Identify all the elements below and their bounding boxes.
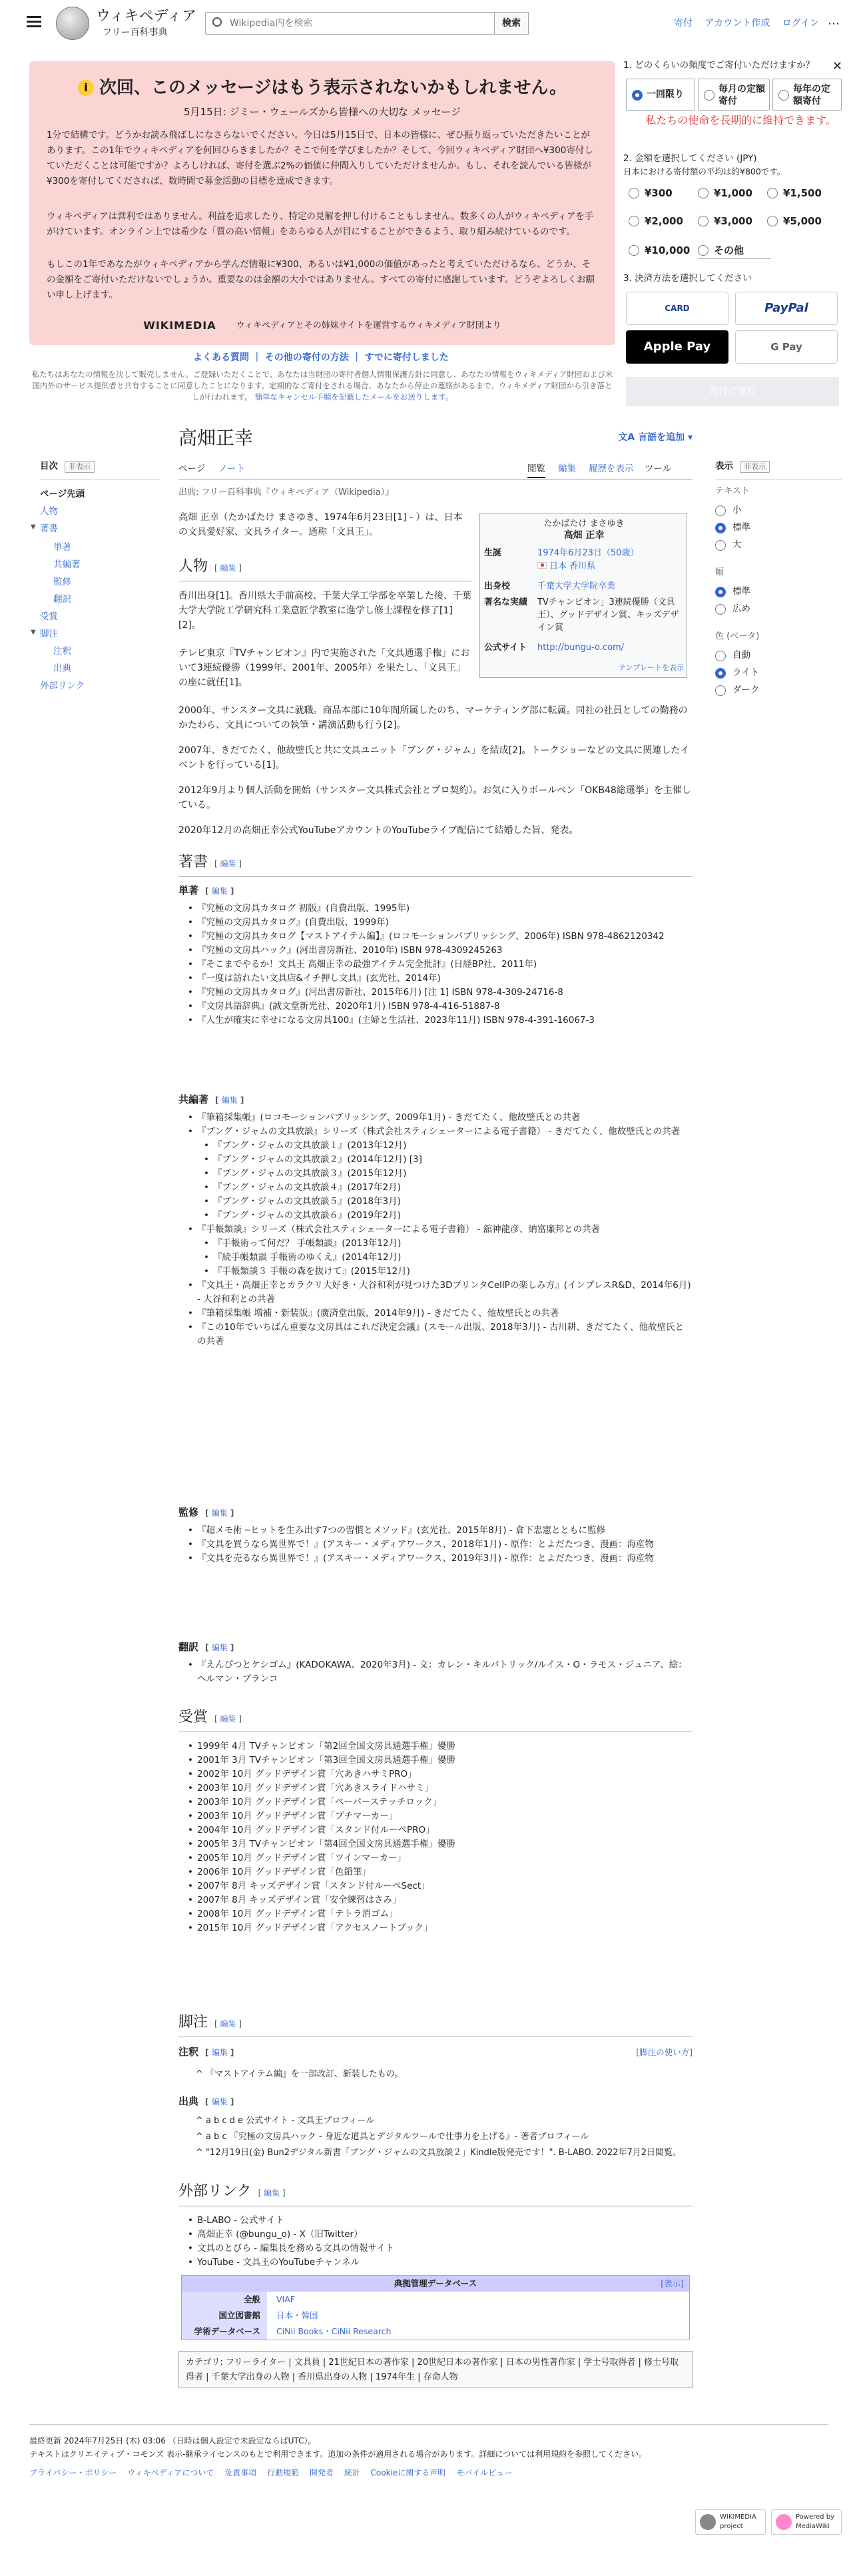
- toc-item[interactable]: ▼ 著書: [31, 523, 58, 534]
- banner-subheading: 5月15日: ジミー・ウェールズから皆様への大切な メッセージ: [184, 106, 461, 118]
- list-item: • 2005年 10月 グッドデザイン賞「ツインマーカー」: [178, 1851, 693, 1865]
- list-item: • 『究極の文房具ハック』(河出書房新社、2010年) ISBN 978-4309245263: [178, 944, 693, 958]
- source-item: ^ a b c d e 公式サイト - 文具王プロフィール: [196, 2116, 375, 2126]
- freq-monthly[interactable]: 毎月の定額寄付: [698, 79, 770, 111]
- external-link[interactable]: • B-LABO - 公式サイト: [178, 2214, 693, 2228]
- infobox-kana: たかばたけ まさゆき: [543, 519, 625, 529]
- text-size-label: テキスト: [715, 486, 750, 496]
- menu-icon[interactable]: [27, 16, 41, 18]
- page-tabs: [178, 460, 693, 480]
- list-item: • 『究極の文房具カタログ【マストアイテム編】』(ロコモーションパブリッシング、2006年) ISBN 978-4862120342: [178, 930, 693, 944]
- color-light[interactable]: ライト: [715, 666, 759, 681]
- toc-title: 目次: [40, 461, 58, 472]
- donate-submit-button[interactable]: 寄付に進む: [626, 377, 839, 406]
- person-paragraph: 2012年9月より個人活動を開始（サンスター文具株式会社とプロ契約）。お気に入りボールペン「OKB48総選挙」を主催している。: [178, 785, 691, 810]
- list-item: • 2001年 3月 TVチャンピオン「第3回全国文房具通選手権」優勝: [178, 1754, 693, 1768]
- toc-item[interactable]: 人物: [40, 506, 58, 517]
- list-item: • 『超メモ術 ─ヒットを生み出す7つの習慣とメソッド』(玄光社、2015年8月) - 倉下忠憲とともに監修: [178, 1524, 693, 1538]
- info-icon: i: [78, 80, 94, 96]
- tab-page[interactable]: ページ: [178, 464, 206, 474]
- wikimedia-logo: WIKIMEDIA: [143, 319, 216, 332]
- footer-link[interactable]: 開発者: [309, 2468, 334, 2477]
- co-books-list: [178, 1111, 693, 1349]
- freq-yearly[interactable]: 毎年の定額寄付: [772, 79, 842, 111]
- amount-300[interactable]: ¥300: [629, 185, 673, 201]
- size-large[interactable]: 大: [715, 538, 742, 553]
- add-language-button[interactable]: 文A 言語を追加 ▾: [618, 432, 693, 443]
- footer-link[interactable]: Cookieに関する声明: [370, 2468, 446, 2477]
- subsection-heading: 単著 [ 編集 ]: [178, 884, 234, 896]
- edit-link[interactable]: 編集: [264, 2188, 280, 2198]
- list-item: • 2007年 8月 キッズデザイン賞「スタンド付ルーペSect」: [178, 1879, 693, 1893]
- subsection-heading: 共編著 [ 編集 ]: [178, 1094, 244, 1106]
- toc-item[interactable]: ▼ 脚注: [31, 629, 58, 639]
- personal-links: [665, 16, 819, 31]
- size-small[interactable]: 小: [715, 503, 742, 518]
- toc-item[interactable]: 注釈: [53, 646, 71, 657]
- amount-other-input[interactable]: その他: [698, 242, 771, 259]
- section-heading: 著書 [ 編集 ]: [178, 852, 693, 877]
- frequency-question: 1. どのくらいの頻度でご寄付いただけますか？: [623, 60, 815, 71]
- site-subtitle: フリー百科事典: [103, 27, 168, 38]
- banner-footer: WIKIMEDIA ウィキペディアとその姉妹サイトを運営するウィキメディア財団より: [29, 317, 615, 334]
- list-item: • 『この10年でいちばん重要な文房具はこれだ決定会議』(スモール出版、2018年3月) - 古川耕、きだてたく、他故壁氏との共著: [178, 1321, 693, 1349]
- amount-1500[interactable]: ¥1,500: [767, 185, 822, 201]
- list-item: • 2005年 3月 TVチャンピオン「第4回全国文房具通選手権」優勝: [178, 1837, 693, 1851]
- list-item: • 『究極の文房具カタログ』(河出書房新社、2015年6月) [注 1] ISBN 978-4-309-24716-8: [178, 986, 693, 1000]
- search-icon: [212, 17, 222, 27]
- person-paragraph: 2020年12月の高畑正幸公式YouTubeアカウントのYouTubeライブ配信にて結婚した旨、発表。: [178, 825, 579, 836]
- authority-row: 学術データベース CiNii Books・CiNii Research: [182, 2324, 689, 2340]
- footer-link[interactable]: モバイルビュー: [456, 2468, 513, 2477]
- footer-links: [29, 2466, 828, 2479]
- section-heading: 脚注 [ 編集 ]: [178, 2013, 693, 2037]
- footer-link[interactable]: プライバシー・ポリシー: [29, 2468, 117, 2477]
- banner-paragraph: ウィキペディアは営利ではありません。利益を追求したり、特定の見解を押し付けることもしません。数多くの人がウィキペディアを手がけています。オンライン上では希少な「質の高い情報」をあらゆる人が目にすることができるよう、取り組み続けているのです。: [47, 211, 594, 237]
- last-updated: 最終更新 2024年7月25日 (木) 03:06 （日時は個人設定で未設定ならばUTC）。: [29, 2424, 828, 2447]
- list-item: • 『文具王・高畑正幸とカラクリ大好き・大谷和利が見つけた3DプリンタCellPの楽しみ方』(インプレスR&D、2014年6月) - 大谷和利との共著: [178, 1279, 693, 1307]
- supervised-list: [178, 1524, 693, 1566]
- list-item: • 『ブング・ジャムの文具放談２』(2014年12月) [3]: [178, 1153, 693, 1167]
- appeal-text: 私たちの使命を長期的に維持できます。: [645, 114, 836, 127]
- authority-row: 全般 VIAF: [182, 2292, 689, 2308]
- already-donated-link[interactable]: すでに寄付しました: [364, 352, 449, 363]
- footer: [29, 2424, 828, 2479]
- list-item: • 2003年 10月 グッドデザイン賞「ペーパーステッチロック」: [178, 1795, 693, 1809]
- list-item: • 『文具を売るなら異世界で！』(アスキー・メディアワークス、2019年3月) - 原作：とよだたつき、漫画：海産物: [178, 1552, 693, 1566]
- toc-item[interactable]: 外部リンク: [40, 681, 85, 691]
- create-account-link[interactable]: アカウント作成: [705, 18, 770, 29]
- mediawiki-icon: [776, 2514, 792, 2530]
- awards-list: [178, 1740, 693, 1935]
- lead-paragraph: 高畑 正幸（たかばたけ まさゆき、1974年6月23日[1] - ）は、日本の文具愛好家、文具ライター。通称「文具王」。: [178, 512, 463, 537]
- pay-paypal-button[interactable]: PayPal: [735, 292, 838, 325]
- appearance-hide-button[interactable]: 非表示: [740, 461, 770, 473]
- page-title: 高畑正幸: [178, 427, 254, 449]
- list-item: • 『ブング・ジャムの文具放談１』(2013年12月): [178, 1139, 693, 1153]
- list-item: • 『文具を買うなら異世界で！』(アスキー・メディアワークス、2018年1月) - 原作：とよだたつき、漫画：海産物: [178, 1538, 693, 1552]
- width-standard[interactable]: 標準: [715, 585, 750, 599]
- list-item: • 2004年 10月 グッドデザイン賞「スタンド付ルーペPRO」: [178, 1823, 693, 1837]
- footer-link[interactable]: 行動規範: [267, 2468, 300, 2477]
- list-item: • 『ブング・ジャムの文具放談６』(2019年2月): [178, 1209, 693, 1223]
- pay-googlepay-button[interactable]: G Pay: [735, 330, 838, 364]
- chevron-down-icon[interactable]: ▼: [31, 629, 36, 636]
- from-line: 出典: フリー百科事典『ウィキペディア（Wikipedia）』: [178, 487, 394, 497]
- edit-link[interactable]: 編集: [211, 2048, 228, 2057]
- authority-toggle[interactable]: [表示]: [661, 2278, 684, 2288]
- edit-link[interactable]: 編集: [220, 563, 236, 573]
- list-item: • 『そこまでやるか！文具王 高畑正幸の最強アイテム完全批評』(日経BP社、2011年): [178, 958, 693, 972]
- list-item: • 『ブング・ジャムの文具放談』シリーズ（株式会社スティシェーターによる電子書籍） - きだてたく、他故壁氏との共著: [178, 1125, 693, 1139]
- list-item: • 『続手帳類談 手帳術のゆくえ』(2014年12月): [178, 1251, 693, 1265]
- footnote-usage-link[interactable]: [脚注の使い方]: [636, 2047, 693, 2057]
- subsection-heading: 出典 [ 編集 ]: [178, 2095, 234, 2107]
- list-item: • 『究極の文房具カタログ』(自費出版、1999年): [178, 916, 693, 930]
- single-books-list: [178, 902, 693, 1028]
- amount-2000[interactable]: ¥2,000: [629, 213, 683, 229]
- list-item: • 『手帳類談３ 手帳の森を抜けて』(2015年12月): [178, 1265, 693, 1279]
- person-paragraph: テレビ東京『TVチャンピオン』内で実施された「文具通選手権」において3連続優勝（1999年、2001年、2005年）を果たし、「文具王」の座に就任[1]。: [178, 648, 470, 688]
- external-link[interactable]: • YouTube - 文具王のYouTubeチャンネル: [178, 2256, 693, 2270]
- person-paragraph: 香川出身[1]。香川県大手前高校、千葉大学工学部を卒業した後、千葉大学大学院工学研究科工業意匠学教室に進学し修士課程を修了[1][2]。: [178, 591, 471, 631]
- wikimedia-icon: [700, 2514, 716, 2530]
- appearance-title: 表示: [715, 461, 733, 472]
- footer-link[interactable]: 統計: [344, 2468, 360, 2477]
- toc-item[interactable]: 監修: [53, 577, 71, 587]
- list-item: • 2008年 10月 グッドデザイン賞「テトラ消ゴム」: [178, 1907, 693, 1921]
- footer-link[interactable]: 免責事項: [224, 2468, 257, 2477]
- close-icon[interactable]: ✕: [832, 59, 843, 73]
- section-heading: 受賞 [ 編集 ]: [178, 1708, 693, 1732]
- edit-link[interactable]: 編集: [211, 886, 228, 896]
- list-item: • 1999年 4月 TVチャンピオン「第2回全国文房具通選手権」優勝: [178, 1740, 693, 1754]
- search-input[interactable]: Wikipedia内を検索: [230, 18, 313, 29]
- license-text: テキストはクリエイティブ・コモンズ 表示-継承ライセンスのもとで利用できます。追加の条件が適用される場合があります。詳細については利用規約を参照してください。: [29, 2449, 647, 2459]
- edit-link[interactable]: 編集: [221, 1096, 238, 1105]
- tab-edit[interactable]: 編集: [558, 464, 576, 474]
- person-paragraph: 2007年、きだてたく、他故壁氏と共に文具ユニット「ブング・ジャム」を結成[2]。トークショーなどの文具に関連したイベントを行っている[1]。: [178, 745, 690, 771]
- search-button[interactable]: 検索: [494, 12, 529, 35]
- tab-tools[interactable]: ツール: [645, 464, 672, 474]
- payment-question: 3. 決済方法を選択してください: [623, 273, 752, 284]
- note-item: ^ 『マストアイテム編』を一部改訂、新装したもの。: [196, 2069, 404, 2079]
- amount-1000[interactable]: ¥1,000: [698, 185, 752, 201]
- toc-item[interactable]: 単著: [53, 542, 71, 553]
- list-item: • 『究極の文房具カタログ 初版』(自費出版、1995年): [178, 902, 693, 916]
- amount-question: 2. 金額を選択してください (JPY): [623, 153, 757, 164]
- list-item: • 2006年 10月 グッドデザイン賞「色鉛筆」: [178, 1865, 693, 1879]
- color-label: 色 (ベータ): [715, 631, 760, 641]
- pay-applepay-button[interactable]: Apple Pay: [626, 330, 728, 364]
- toc-item[interactable]: 受賞: [40, 611, 58, 622]
- other-ways-link[interactable]: その他の寄付の方法: [264, 352, 349, 363]
- list-item: • 『ブング・ジャムの文具放談３』(2015年12月): [178, 1167, 693, 1181]
- template-link[interactable]: テンプレートを表示: [618, 663, 684, 672]
- header: [0, 0, 855, 47]
- donate-link[interactable]: 寄付: [673, 18, 693, 29]
- banner-paragraph: 1分で結構です。どうかお読み飛ばしになさらないでください。今日は5月15日で、日本の皆様に、ぜひ振り返っていただきたいことがあります。この1年でウィキペディアを何回ひらきましたか？そこで何を学びましたか？そして、今回ウィキペディア財団へ¥300寄付していただくことは可能ですか？よろしければ、寄付を選ぶ2%の価値に仲間入りしていただけませんか。もし、それを読んでいる皆様が¥300を寄付してくだされば、数時間で募金活動の目標を達成できます。: [47, 130, 593, 186]
- toc-item[interactable]: 出典: [53, 663, 71, 674]
- edit-link[interactable]: 編集: [211, 1508, 228, 1518]
- external-links-list: [178, 2214, 693, 2270]
- subsection-heading: 注釈 [ 編集 ]: [178, 2046, 234, 2058]
- list-item: • 『筆箱採集帳』(ロコモーションパブリッシング、2009年1月) - きだてたく、他故壁氏との共著: [178, 1111, 693, 1125]
- faq-link[interactable]: よくある質問: [193, 352, 249, 363]
- infobox: たかばたけ まさゆき 高畑 正幸 生誕 1974年6月23日（50歳） 日本 香川県 出身校 千葉大学大学院卒業 著名な実績 TVチャンピオン」3連続優勝（文具王）、グッドデザイン賞、キッズデザイン賞 公式サイト http://bungu-o.com/ テンプレートを表示: [479, 513, 687, 678]
- list-item: • 『手帳類談』シリーズ（株式会社スティシェーターによる電子書籍） - 舘神龍彦、納富廉邦との共著: [178, 1223, 693, 1237]
- authority-title: 典拠管理データベース: [394, 2278, 477, 2288]
- section-heading: 外部リンク [ 編集 ]: [178, 2182, 693, 2206]
- subsection-heading: 翻訳 [ 編集 ]: [178, 1641, 234, 1653]
- banner-heading: i 次回、このメッセージはもう表示されないかもしれません。: [29, 76, 615, 100]
- section-heading: 人物 [ 編集 ]: [178, 557, 471, 581]
- list-item: • 『ブング・ジャムの文具放談５』(2018年3月): [178, 1195, 693, 1209]
- list-item: • 2002年 10月 グッドデザイン賞「穴あきハサミPRO」: [178, 1768, 693, 1781]
- wikimedia-badge[interactable]: WIKIMEDIA project: [695, 2509, 766, 2535]
- amount-3000[interactable]: ¥3,000: [698, 213, 752, 229]
- tab-read[interactable]: 閲覧: [527, 462, 545, 478]
- external-link[interactable]: • 文具のとびら - 編集長を務める文具の情報サイト: [178, 2242, 693, 2256]
- person-paragraph: 2000年、サンスター文具に就職。商品本部に10年間所属したのち、マーケティング部に転属。同社の社員としての勤務のかたわら、文具についての執筆・講演活動も行う[2]。: [178, 705, 688, 731]
- list-item: • 『ブング・ジャムの文具放談４』(2017年2月): [178, 1181, 693, 1195]
- pay-card-button[interactable]: CARD: [626, 292, 728, 325]
- tab-history[interactable]: 履歴を表示: [589, 464, 634, 474]
- infobox-name: 高畑 正幸: [563, 530, 605, 541]
- infobox-known: TVチャンピオン」3連続優勝（文具王）、グッドデザイン賞、キッズデザイン賞: [537, 597, 679, 633]
- list-item: • 『筆箱採集帳 増補・新装版』(廣済堂出版、2014年9月) - きだてたく、他故壁氏との共著: [178, 1307, 693, 1321]
- source-item: ^ a b c 『究極の文房具ハック - 身近な道具とデジタルツールで仕事力を上げる』- 著者プロフィール: [196, 2132, 589, 2142]
- list-item: • 『えんぴつとケシゴム』(KADOKAWA、2020年3月) - 文：カレン・キルパトリック/ルイス・O・ラモス・ジュニア、絵：ヘルマン・ブランコ: [178, 1658, 693, 1686]
- amount-5000[interactable]: ¥5,000: [767, 213, 822, 229]
- infobox-birthplace[interactable]: 日本 香川県: [537, 560, 684, 573]
- wikipedia-logo[interactable]: [56, 7, 89, 40]
- more-icon[interactable]: ⋯: [828, 17, 840, 31]
- edit-link[interactable]: 編集: [211, 2097, 228, 2106]
- list-item: • 2003年 10月 グッドデザイン賞「穴あきスライドハサミ」: [178, 1781, 693, 1795]
- site-title[interactable]: ウィキペディア: [96, 8, 196, 25]
- banner-paragraph: もしこの1年であなたがウィキペディアから学んだ情報に¥300、あるいは¥1,000の価値があったと考えていただけるなら、どうか、その金額をご寄付いただけないでしょうか。重要なのは金額の大小ではありません。すべての寄付に感謝しています。どうぞよろしくお願い申し上げます。: [47, 259, 595, 300]
- category-links[interactable]: カテゴリ: フリーライター | 文具員 | 21世紀日本の著作家 | 20世紀日本の著作家 | 日本の男性著作家 | 学士号取得者 | 修士号取得者 | 千葉大学出身の人物 | 香川県出身の人物 | 1974年生 | 存命人物: [178, 2351, 693, 2388]
- subsection-heading: 監修 [ 編集 ]: [178, 1506, 234, 1518]
- width-label: 幅: [715, 567, 724, 577]
- privacy-notice: 私たちはあなたの情報を決して販売しません。ご登録いただくことで、あなたは当財団の寄付者個人情報保護方針に同意し、あなたの情報をウィキメディア財団および米国内外のサービス提供者と共有することに同意したことになります。定期的なご寄付をされる場合、あなたから停止の連絡があるまで、ウィキメディア財団から引き落としが行われます。 簡単なキャンセル手順を記載したメールをお送りします。: [31, 370, 613, 402]
- list-item: • 2015年 10月 グッドデザイン賞「アクセスノートブック」: [178, 1921, 693, 1935]
- donation-banner: [29, 61, 615, 345]
- width-wide[interactable]: 広め: [715, 602, 750, 617]
- infobox-site[interactable]: http://bungu-o.com/: [537, 643, 624, 653]
- toc-item[interactable]: 翻訳: [53, 594, 71, 605]
- authority-row: 国立図書館 日本・韓国: [182, 2308, 689, 2324]
- freq-once[interactable]: 一回限り: [626, 79, 695, 111]
- toc-item[interactable]: 共編著: [53, 559, 81, 570]
- toc-item[interactable]: ページ先頭: [40, 489, 85, 499]
- infobox-born[interactable]: 1974年6月23日（50歳）: [537, 548, 639, 558]
- authority-control: [181, 2275, 690, 2340]
- size-standard[interactable]: 標準: [715, 521, 750, 535]
- list-item: • 2003年 10月 グッドデザイン賞「プチマーカー」: [178, 1809, 693, 1823]
- external-link[interactable]: • 高畑正幸 (@bungu_o) - X（旧Twitter）: [178, 2228, 693, 2242]
- amount-10000[interactable]: ¥10,000: [629, 242, 690, 258]
- edit-link[interactable]: 編集: [220, 1714, 236, 1724]
- edit-link[interactable]: 編集: [220, 859, 236, 868]
- chevron-down-icon[interactable]: ▼: [31, 523, 36, 531]
- footer-link[interactable]: ウィキペディアについて: [127, 2468, 214, 2477]
- mediawiki-badge[interactable]: Powered by MediaWiki: [771, 2509, 842, 2535]
- list-item: • 2007年 8月 キッズデザイン賞「安全練習はさみ」: [178, 1893, 693, 1907]
- login-link[interactable]: ログイン: [782, 18, 819, 29]
- amount-hint: 日本における寄付額の平均は約¥800です。: [623, 166, 786, 176]
- search-box[interactable]: [205, 12, 495, 35]
- translation-list: [178, 1658, 693, 1686]
- banner-links: よくある質問 ｜ その他の寄付の方法 ｜ すでに寄付しました: [193, 352, 449, 363]
- list-item: • 『一度は訪れたい文具店&イチ押し文具』(玄光社、2014年): [178, 972, 693, 986]
- tab-talk[interactable]: ノート: [218, 464, 246, 474]
- list-item: • 『人生が確実に幸せになる文房具100』(主婦と生活社、2023年11月) ISBN 978-4-391-16067-3: [178, 1014, 693, 1028]
- color-auto[interactable]: 自動: [715, 649, 750, 663]
- source-item: ^ "12月19日(金) Bun2デジタル新書「ブング・ジャムの文具放談２」Kindle版発売です！". B-LABO. 2022年7月2日閲覧。: [196, 2148, 682, 2158]
- list-item: • 『手帳術って何だ？ 手帳類談』(2013年12月): [178, 1237, 693, 1251]
- edit-link[interactable]: 編集: [211, 1643, 228, 1652]
- color-dark[interactable]: ダーク: [715, 683, 760, 698]
- japan-flag-icon: [537, 562, 547, 569]
- edit-link[interactable]: 編集: [220, 2019, 236, 2029]
- toc-hide-button[interactable]: 非表示: [65, 461, 95, 473]
- list-item: • 『文房具語辞典』(誠文堂新光社、2020年1月) ISBN 978-4-416-51887-8: [178, 1000, 693, 1014]
- infobox-school[interactable]: 千葉大学大学院卒業: [537, 581, 616, 591]
- language-icon: 文A: [618, 432, 639, 443]
